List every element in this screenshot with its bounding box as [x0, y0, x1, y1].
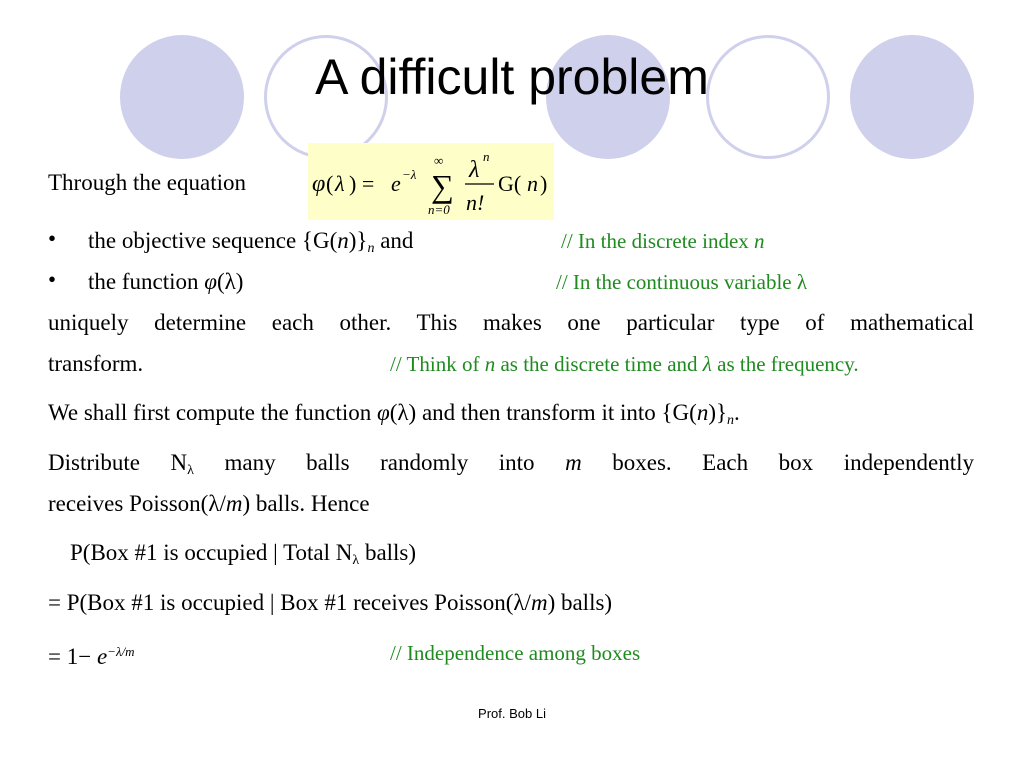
p3-post: boxes. Each box independently [581, 450, 975, 475]
p2-phi: φ [377, 400, 390, 425]
eq-phi: φ [312, 171, 326, 197]
bullet-2-text [88, 267, 974, 297]
bullet-2-comment: // In the continuous variable λ [556, 270, 808, 294]
d2-pre: = P(Box #1 is occupied | Box #1 receives Poisson(λ/ [48, 590, 531, 615]
bullet-2-pre: the function [88, 269, 205, 294]
bullet-1-comment [561, 229, 765, 254]
p2-pre: We shall first compute the function [48, 400, 378, 425]
bullet-1-sub: n [367, 241, 375, 256]
paragraph-1-comment [390, 352, 859, 377]
eq-exponent: −λ [402, 167, 417, 182]
eq-G: G( [498, 171, 522, 196]
paragraph-2 [48, 398, 974, 436]
eq-frac-num-sup: n [483, 149, 490, 164]
p3-l2-m: m [225, 491, 243, 516]
p1-comment-mid: as the discrete time and [495, 352, 703, 376]
bullet-1-var: n [337, 228, 349, 253]
p2-tail: . [734, 400, 740, 425]
bullet-1-comment-var: n [754, 229, 765, 253]
equation-lead-text: Through the equation [48, 170, 247, 195]
p2-mid: (λ) and then transform it into {G( [389, 400, 697, 425]
p3-sub: λ [187, 463, 194, 478]
p3-m: m [565, 450, 582, 475]
equation-formula [308, 143, 554, 220]
bullet-1-symbol: • [48, 226, 57, 251]
p2-var: n [696, 400, 709, 425]
d1-sub: λ [352, 553, 360, 568]
eq-lambda: λ [335, 171, 345, 196]
eq-sigma: ∑ [431, 168, 454, 204]
d3-sup: −λ/m [107, 644, 135, 659]
d1-post: balls) [359, 540, 417, 565]
derivation-line-1 [70, 538, 974, 576]
p2-post: )} [708, 400, 728, 425]
equation-box [308, 143, 554, 220]
eq-lparen: ( [326, 171, 334, 196]
derivation-comment: // Independence among boxes [390, 641, 641, 665]
paragraph-1-line-2: transform. [48, 351, 144, 376]
eq-G-close: ) [540, 171, 548, 196]
bullet-1-text [88, 226, 974, 264]
p1-comment-post: as the frequency. [711, 352, 859, 376]
eq-frac-den: n! [466, 190, 485, 215]
p2-sub: n [727, 413, 735, 428]
eq-frac-num: λ [469, 157, 480, 183]
p1-comment-pre: // Think of [390, 352, 485, 376]
d3-pre: = 1− [48, 644, 97, 669]
eq-rparen-equals: ) = [349, 171, 380, 196]
bullet-2-post: (λ) [216, 269, 244, 294]
paragraph-3-line-1 [48, 448, 974, 486]
eq-G-n: n [527, 171, 538, 196]
p3-mid: many balls randomly into [193, 450, 566, 475]
footer-author: Prof. Bob Li [478, 706, 546, 721]
d2-m: m [530, 590, 548, 615]
d2-post: ) balls) [547, 590, 613, 615]
d1-pre: P(Box #1 is occupied | Total N [70, 540, 353, 565]
p1-comment-n: n [484, 352, 496, 376]
eq-e: e [391, 171, 401, 196]
p3-l2-post: ) balls. Hence [242, 491, 370, 516]
p3-l2-pre: receives Poisson(λ/ [48, 491, 226, 516]
p3-pre: Distribute N [48, 450, 188, 475]
paragraph-1-line-1: uniquely determine each other. This makes one particular type of mathematical [48, 310, 974, 335]
slide-title: A difficult problem [315, 49, 709, 105]
bullet-2-symbol: • [48, 267, 57, 292]
p1-comment-lambda: λ [702, 352, 712, 376]
bullet-1-pre: the objective sequence {G( [88, 228, 338, 253]
eq-sum-top: ∞ [434, 153, 444, 168]
bullet-1-comment-pre: // In the discrete index [561, 229, 755, 253]
bullet-1-post: )} [348, 228, 368, 253]
d3-e: e [96, 644, 108, 669]
paragraph-3-line-2 [48, 489, 974, 519]
derivation-line-2 [48, 588, 974, 618]
bullet-2-phi: φ [204, 269, 217, 294]
eq-sum-bottom: n=0 [428, 202, 450, 217]
bullet-1-tail: and [374, 228, 414, 253]
